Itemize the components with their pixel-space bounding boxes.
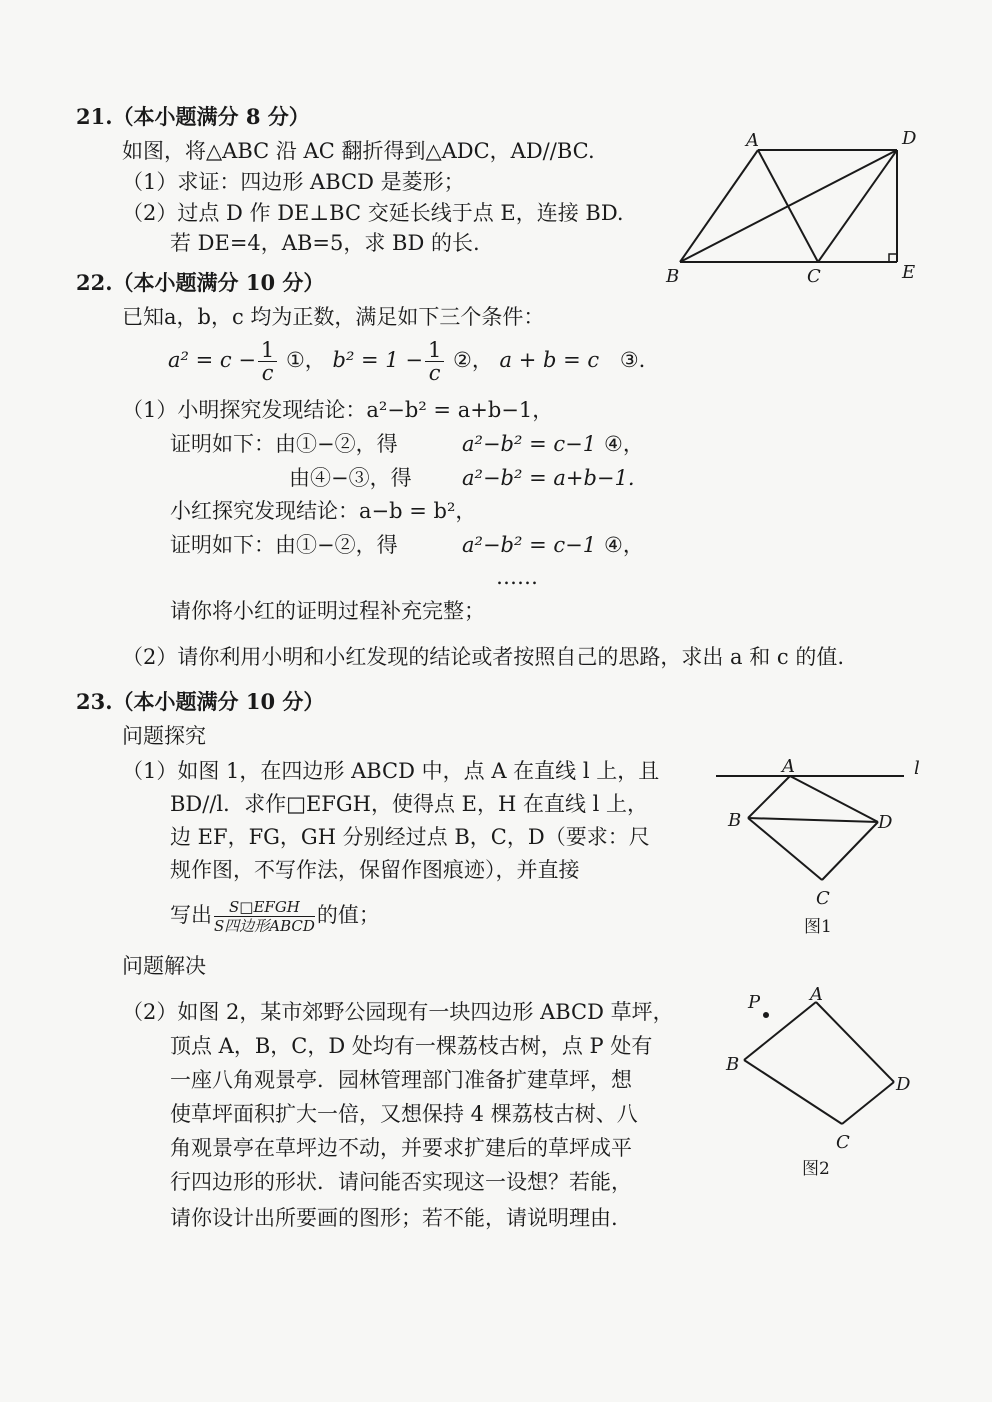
q22-part1-line2a: 证明如下：由①−②，得 bbox=[170, 432, 398, 456]
q22-part1-line5b: a²−b² = c−1 bbox=[462, 533, 597, 557]
fig21-label-e: E bbox=[902, 262, 916, 283]
q23-ratio-fraction bbox=[214, 898, 315, 935]
cond1-tag: ①， bbox=[285, 348, 326, 372]
q22-part1-line5a: 证明如下：由①−②，得 bbox=[170, 533, 398, 557]
q23-section-1: 问题探究 bbox=[122, 724, 206, 748]
q23-p1-suffix: 的值； bbox=[316, 903, 380, 927]
q23-p1-line4: 规作图，不写作法，保留作图痕迹），并直接 bbox=[170, 858, 580, 882]
q22-part1-line5c: ④， bbox=[604, 533, 644, 557]
q22-part1-line6: 请你将小红的证明过程补充完整； bbox=[170, 599, 485, 623]
cond3: a + b = c bbox=[499, 348, 600, 372]
fig2-label-a: A bbox=[810, 984, 823, 1005]
fig2-label-p: P bbox=[748, 992, 761, 1013]
cond2-left: b² = 1 − bbox=[332, 348, 423, 372]
q23-p1-line2: BD//l．求作□EFGH，使得点 E，H 在直线 l 上， bbox=[170, 792, 649, 816]
q21-line-1: 如图，将△ABC 沿 AC 翻折得到△ADC，AD//BC. bbox=[122, 139, 595, 163]
cond2-fraction bbox=[425, 339, 444, 384]
fig1-label-l: l bbox=[914, 758, 920, 779]
q22-intro: 已知a，b，c 均为正数，满足如下三个条件： bbox=[122, 305, 545, 329]
q23-p2-line7: 请你设计出所要画的图形；若不能，请说明理由. bbox=[170, 1206, 618, 1230]
q21-line-3: （2）过点 D 作 DE⊥BC 交延长线于点 E，连接 BD. bbox=[122, 201, 624, 225]
q23-figure-2 bbox=[718, 980, 918, 1180]
q21-line-4: 若 DE=4，AB=5，求 BD 的长. bbox=[170, 231, 480, 255]
q23-p1-line3: 边 EF，FG，GH 分别经过点 B，C，D（要求：尺 bbox=[170, 825, 650, 849]
fig2-label-d: D bbox=[896, 1074, 911, 1095]
q22-part1-line4: 小红探究发现结论：a−b = b²， bbox=[170, 499, 477, 523]
q22-part1-line1: （1）小明探究发现结论：a²−b² = a+b−1， bbox=[122, 398, 554, 422]
cond1-left: a² = c − bbox=[168, 348, 256, 372]
q23-section-2: 问题解决 bbox=[122, 954, 206, 978]
fig21-label-d: D bbox=[902, 128, 917, 149]
q22-part2: （2）请你利用小明和小红发现的结论或者按照自己的思路，求出 a 和 c 的值. bbox=[122, 645, 845, 669]
fig2-caption: 图2 bbox=[802, 1159, 830, 1179]
q23-ratio-num: S□EFGH bbox=[214, 898, 315, 917]
fig1-caption: 图1 bbox=[804, 917, 832, 937]
q23-figure-1 bbox=[712, 752, 952, 942]
fig1-label-d: D bbox=[878, 812, 893, 833]
fig2-label-b: B bbox=[726, 1054, 740, 1075]
cond1-frac-num: 1 bbox=[258, 339, 277, 362]
q23-p2-line3: 一座八角观景亭．园林管理部门准备扩建草坪，想 bbox=[170, 1068, 632, 1092]
q23-p2-line2: 顶点 A，B，C，D 处均有一棵荔枝古树，点 P 处有 bbox=[170, 1034, 653, 1058]
fig1-label-a: A bbox=[782, 756, 795, 777]
q22-part1-line3a: 由④−③，得 bbox=[289, 466, 412, 490]
q23-p1-line1: （1）如图 1，在四边形 ABCD 中，点 A 在直线 l 上，且 bbox=[122, 759, 660, 783]
q23-p2-line4: 使草坪面积扩大一倍，又想保持 4 棵荔枝古树、八 bbox=[170, 1102, 638, 1126]
q22-header: 22.（本小题满分 10 分） bbox=[76, 270, 325, 295]
q22-part1-line3b: a²−b² = a+b−1. bbox=[462, 466, 635, 490]
cond2-frac-num: 1 bbox=[425, 339, 444, 362]
q23-p2-line1: （2）如图 2，某市郊野公园现有一块四边形 ABCD 草坪， bbox=[122, 1000, 674, 1024]
q21-figure bbox=[660, 122, 930, 292]
q23-p1-prefix: 写出 bbox=[170, 903, 212, 927]
fig2-point-p bbox=[763, 1012, 769, 1018]
cond1-fraction bbox=[258, 339, 277, 384]
q23-p2-line6: 行四边形的形状．请问能否实现这一设想？若能， bbox=[170, 1170, 632, 1194]
cond2-tag: ②， bbox=[453, 348, 493, 372]
q22-part1-line2c: ④， bbox=[604, 432, 644, 456]
q21-header: 21.（本小题满分 8 分） bbox=[76, 104, 310, 129]
q23-ratio-den: S四边形ABCD bbox=[214, 917, 315, 935]
cond1-frac-den: c bbox=[261, 361, 274, 385]
fig1-label-c: C bbox=[816, 888, 830, 909]
fig1-label-b: B bbox=[728, 810, 742, 831]
q23-header: 23.（本小题满分 10 分） bbox=[76, 689, 325, 714]
cond2-frac-den: c bbox=[428, 361, 441, 385]
q22-part1-line2b: a²−b² = c−1 bbox=[462, 432, 597, 456]
q22-conditions bbox=[168, 334, 645, 386]
fig2-label-c: C bbox=[836, 1132, 850, 1153]
fig21-label-c: C bbox=[807, 266, 821, 287]
fig21-label-a: A bbox=[746, 130, 759, 151]
q21-line-2: （1）求证：四边形 ABCD 是菱形； bbox=[122, 170, 465, 194]
cond3-tag: ③. bbox=[619, 348, 646, 372]
q23-p1-line5 bbox=[170, 885, 380, 945]
q23-p2-line5: 角观景亭在草坪边不动，并要求扩建后的草坪成平 bbox=[170, 1136, 632, 1160]
fig21-label-b: B bbox=[666, 266, 680, 287]
q22-ellipsis: …… bbox=[496, 565, 538, 589]
